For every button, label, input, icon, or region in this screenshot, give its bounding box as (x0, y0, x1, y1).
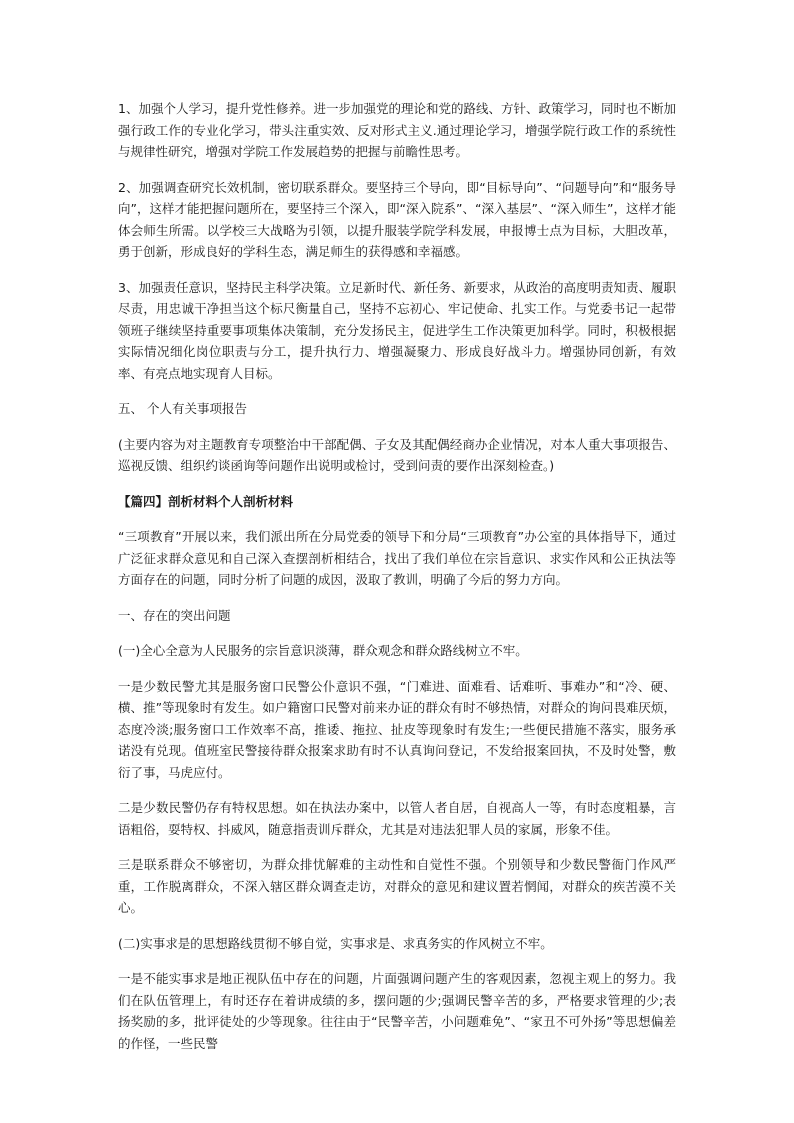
section-heading-problems: 一、存在的突出问题 (118, 607, 231, 623)
subheading-seek-truth: (二)实事求是的思想路线贯彻不够自觉，实事求是、求真务实的作风树立不牢。 (118, 935, 553, 951)
paragraph-problem-three: 三是联系群众不够密切，为群众排忧解难的主动性和自觉性不强。个别领导和少数民警衙门作风严重，工作脱离群众，不深入辖区群众调查走访，对群众的意见和建议置若惘闻，对群众的疾苦漠不关心。 (118, 857, 676, 915)
paragraph-problem-one: 一是少数民警尤其是服务窗口民警公仆意识不强，“门难进、面难看、话难听、事难办”和“冷、硬、横、推”等现象时有发生。如户籍窗口民警对前来办证的群众有时不够热情，对群众的询问畏难厌烦，态度冷淡;服务窗口工作效率不高，推诿、拖拉、扯皮等现象时有发生;一些便民措施不落实，服务承诺没有兑现。值班室民警接待群众报案求助有时不认真询问登记，不发给报案回执，不及时处警，敷衍了事，马虎应付。 (118, 678, 676, 780)
document-body (118, 98, 676, 1068)
paragraph-intro: “三项教育”开展以来，我们派出所在分局党委的领导下和分局“三项教育”办公室的具体指导下，通过广泛征求群众意见和自己深入查摆剖析相结合，找出了我们单位在宗旨意识、求实作风和公正执法等方面存在的问题，同时分析了问题的成因，汲取了教训，明确了今后的努力方向。 (118, 529, 676, 587)
paragraph-truth-problem-one: 一是不能实事求是地正视队伍中存在的问题，片面强调问题产生的客观因素，忽视主观上的努力。我们在队伍管理上，有时还存在着讲成绩的多，摆问题的少;强调民警辛苦的多，严格要求管理的少;表扬奖励的多，批评徒处的少等现象。往往由于“民警辛苦，小问题难免”、“家丑不可外扬”等思想偏差的作怪，一些民警 (118, 971, 676, 1051)
paragraph-main-content-note: (主要内容为对主题教育专项整治中干部配偶、子女及其配偶经商办企业情况，对本人重大事项报告、巡视反馈、组织约谈函询等问题作出说明或检讨，受到问责的要作出深刻检查。) (118, 436, 676, 473)
article-title-part-four: 【篇四】剖析材料个人剖析材料 (118, 493, 294, 509)
paragraph-responsibility: 3、加强责任意识，坚持民主科学决策。立足新时代、新任务、新要求，从政治的高度明责知责、履职尽责，用忠诚干净担当这个标尺衡量自己，坚持不忘初心、牢记使命、扎实工作。与党委书记一起带领班子继续坚持重要事项集体决策制，充分发扬民主，促进学生工作决策更加科学。同时，积极根据实际情况细化岗位职责与分工，提升执行力、增强凝聚力、形成良好战斗力。增强协同创新，有效率、有亮点地实现育人目标。 (118, 279, 676, 381)
paragraph-problem-two: 二是少数民警仍存有特权思想。如在执法办案中，以管人者自居，自视高人一等，有时态度粗暴，言语粗俗，耍特权、抖威风，随意指责训斥群众，尤其是对违法犯罪人员的家属，形象不佳。 (118, 800, 676, 837)
paragraph-research-mechanism: 2、加强调查研究长效机制，密切联系群众。要坚持三个导向，即“目标导向”、“问题导向”和“服务导向”，这样才能把握问题所在，要坚持三个深入，即“深入院系”、“深入基层”、“深入师生”，这样才能体会师生所需。以学校三大战略为引领，以提升服装学院学科发展，申报博士点为目标，大胆改革，勇于创新，形成良好的学科生态，满足师生的获得感和幸福感。 (118, 179, 676, 259)
paragraph-strengthen-study: 1、加强个人学习，提升党性修养。进一步加强党的理论和党的路线、方针、政策学习，同时也不断加强行政工作的专业化学习，带头注重实效、反对形式主义.通过理论学习，增强学院行政工作的系统性与规律性研究，增强对学院工作发展趋势的把握与前瞻性思考。 (118, 101, 676, 159)
section-heading-personal-matters: 五、 个人有关事项报告 (118, 401, 247, 416)
subheading-purpose-awareness: (一)全心全意为人民服务的宗旨意识淡薄，群众观念和群众路线树立不牢。 (118, 643, 528, 658)
